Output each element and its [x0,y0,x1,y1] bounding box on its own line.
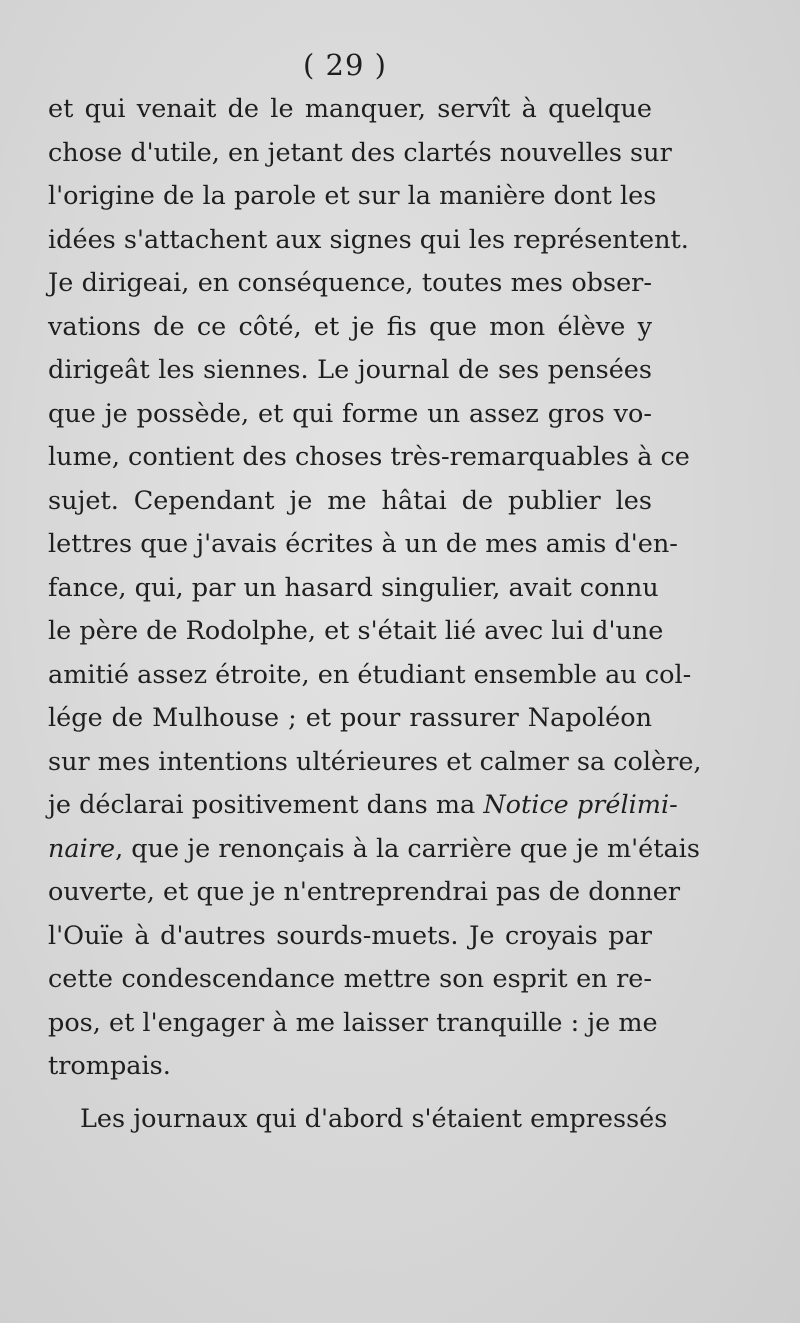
text-line-notice-cont [48,828,700,872]
text-line: et qui venait de le manquer, servît à quelque [48,94,652,124]
text-line-last: trompais. [48,1051,171,1081]
text-line: lége de Mulhouse ; et pour rassurer Napoléon [48,703,652,733]
page-number: ( 29 ) [303,48,387,82]
text-line: idées s'attachent aux signes qui les représentent. [48,224,689,255]
text-segment: je déclarai positivement dans ma [48,790,484,820]
text-line: fance, qui, par un hasard singulier, avait connu [48,572,659,603]
italic-title-end: naire [48,833,116,864]
text-line: le père de Rodolphe, et s'était lié avec lui d'une [48,616,664,646]
text-line: ouverte, et que je n'entreprendrai pas de donner [48,877,681,907]
italic-title: Notice prélimi- [483,790,678,820]
text-line: amitié assez étroite, en étudiant ensemble au col- [48,659,692,690]
text-segment: , que je renonçais à la carrière que je m'étais [115,833,700,864]
text-line: lettres que j'avais écrites à un de mes amis d'en- [48,529,678,559]
text-line: pos, et l'engager à me laisser tranquille : je me [48,1007,658,1038]
text-line: l'Ouïe à d'autres sourds-muets. Je croyais par [48,920,652,951]
text-line: lume, contient des choses très-remarquables à ce [48,442,690,472]
text-line-paragraph-start: Les journaux qui d'abord s'étaient empressés [80,1103,668,1134]
paragraph-gap [48,1089,652,1098]
text-line: chose d'utile, en jetant des clartés nouvelles sur [48,137,672,168]
text-line: cette condescendance mettre son esprit en re- [48,964,652,994]
text-line: sur mes intentions ultérieures et calmer sa colère, [48,746,702,777]
text-line: l'origine de la parole et sur la manière dont les [48,181,657,211]
body-text [48,88,702,1141]
text-line: sujet. Cependant je me hâtai de publier les [48,485,652,516]
text-line: que je possède, et qui forme un assez gros vo- [48,398,652,429]
text-line-notice [48,784,678,828]
text-line: vations de ce côté, et je fis que mon élève y [48,311,652,342]
text-line: dirigeât les siennes. Le journal de ses pensées [48,355,652,385]
text-line: Je dirigeai, en conséquence, toutes mes obser- [48,268,652,298]
